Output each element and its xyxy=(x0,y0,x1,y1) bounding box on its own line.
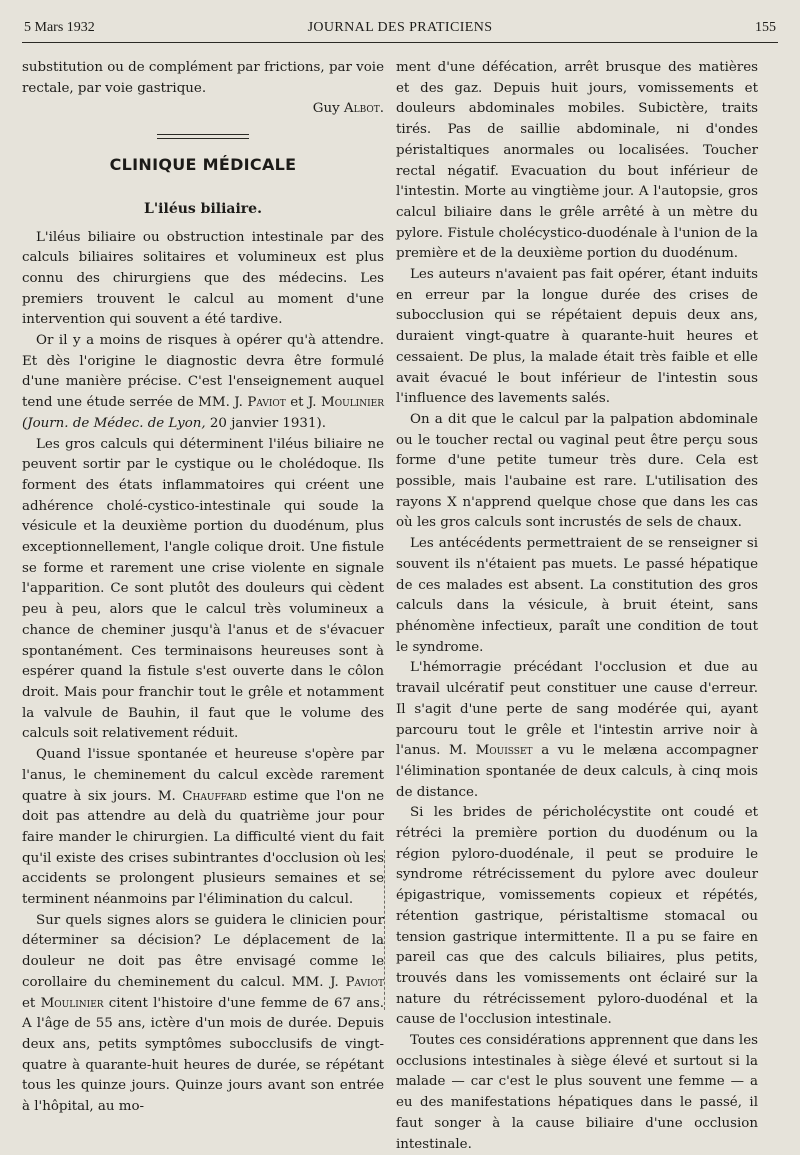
text-run: et J. xyxy=(290,395,317,411)
left-column xyxy=(22,58,384,1118)
section-heading: CLINIQUE MÉDICALE xyxy=(109,155,297,175)
paragraph xyxy=(22,331,384,435)
text-run: et xyxy=(22,995,36,1011)
issue-date: 5 Mars 1932 xyxy=(24,20,95,35)
paragraph: Toutes ces considérations apprennent que dans les occlusions intestinales à siège élevé et surtout si la malade — car c'est le plus souvent une femme — a eu des manifestations hépatiques dans le passé, il faut songer à la cause biliaire d'une occlusion intestinale. xyxy=(396,1033,758,1152)
header-rule xyxy=(22,42,778,43)
section-divider xyxy=(157,134,249,139)
text-run: Sur quels signes alors se guidera le clinicien pour déterminer sa décision? Le déplacement de la douleur ne doit pas être envisagé comme le corollaire du cheminement du calcul. MM. J. xyxy=(22,912,384,990)
author-name: Paviot xyxy=(345,974,384,990)
text-run: citent l'histoire d'une femme de 67 ans. A l'âge de 55 ans, ictère d'un mois de durée. Depuis deux ans, petits symptômes subocclusifs de vingt-quatre à quarante-huit heures de durée, se répétant tous les quinze jours. Quinze jours avant son entrée à l'hôpital, au mo- xyxy=(22,995,385,1115)
text-run: estime que l'on ne doit pas attendre au delà du quatrième jour pour faire mander le chirurgien. La difficulté vient du fait qu'il existe des crises subintrantes d'occlusion où les accidents se prolongent plusieurs semaines et se terminent néanmoins par l'élimination du calcul. xyxy=(22,788,384,908)
column-divider xyxy=(384,850,385,1010)
article-title: L'iléus biliaire. xyxy=(144,200,262,217)
signature-first-name: Guy xyxy=(312,101,340,117)
running-header xyxy=(24,20,776,40)
paragraph xyxy=(396,658,758,803)
page-number: 155 xyxy=(755,20,776,35)
intro-paragraph: substitution ou de complément par frictions, par voie rectale, par voie gastrique. xyxy=(22,60,384,96)
right-column xyxy=(396,58,758,1155)
citation: (Journ. de Médec. de Lyon, xyxy=(22,415,206,431)
text-run: Or il y a moins de risques à opérer qu'à attendre. Et dès l'origine le diagnostic devra être formulé d'une manière précise. C'est l'enseignement auquel tend une étude serrée de MM. J. xyxy=(22,333,384,411)
text-run: 20 janvier 1931). xyxy=(209,415,326,431)
paragraph: On a dit que le calcul par la palpation abdominale ou le toucher rectal ou vaginal peut être perçu sous forme d'une petite tumeur très dure. Cela est possible, mais l'aubaine est rare. L'utilisation des rayons X n'apprend quelque chose que dans les cas où les gros calculs sont incrustés de sels de chaux. xyxy=(396,411,758,531)
author-name: Moulinier xyxy=(321,395,384,411)
journal-title: JOURNAL DES PRATICIENS xyxy=(307,20,493,35)
author-signature xyxy=(22,99,384,120)
paragraph: L'iléus biliaire ou obstruction intestinale par des calculs biliaires solitaires et volumineux est plus connu des chirurgiens que des médecins. Les premiers trouvent le calcul au moment d'une intervention qui souvent a été tardive. xyxy=(22,229,384,328)
author-name: Moulinier xyxy=(40,995,104,1011)
text-run: Quand l'issue spontanée et heureuse s'opère par l'anus, le cheminement du calcul excède rarement quatre à six jours. M. xyxy=(22,747,384,804)
paragraph xyxy=(22,911,384,1118)
text-run: a vu le melæna accompagner l'élimination spontanée de deux calculs, à cinq mois de distance. xyxy=(396,743,758,800)
author-name: Mouisset xyxy=(475,743,533,759)
paragraph: Si les brides de péricholécystite ont coudé et rétréci la première portion du duodénum ou la région pyloro-duodénale, il peut se produire le syndrome rétrécissement du pylore avec douleur épigastrique, vomissements copieux et répétés, rétention gastrique, péristaltisme stomacal ou tension gastrique intermittente. Il a pu se faire en pareil cas que des calculs biliaires, plus petits, trouvés dans les vomissements ont éclairé sur la nature du rétrécissement pyloro-duodénal et la cause de l'occlusion intestinale. xyxy=(396,805,758,1028)
author-name: Paviot xyxy=(247,395,286,411)
paragraph: Les antécédents permettraient de se renseigner si souvent ils n'étaient pas muets. Le passé hépatique de ces malades est absent. La constitution des gros calculs dans la vésicule, à bruit éteint, sans phénomène infectieux, paraît une condition de tout le syndrome. xyxy=(396,536,758,655)
text-run: L'hémorragie précédant l'occlusion et due au travail ulcératif peut constituer une cause d'erreur. Il s'agit d'une perte de sang modérée qui, ayant parcouru tout le grêle et l'intestin arrive noir à l'anus. M. xyxy=(396,660,758,759)
paragraph: ment d'une défécation, arrêt brusque des matières et des gaz. Depuis huit jours, vomissements et douleurs abdominales mobiles. Subictère, traits tirés. Pas de saillie abdominale, ni d'ondes péristaltiques anormales ou localisées. Toucher rectal négatif. Evacuation du bout inférieur de l'intestin. Morte au vingtième jour. A l'autopsie, gros calcul biliaire dans le grêle arrêté à un mètre du pylore. Fistule cholécystico-duodénale à l'union de la première et de la deuxième portion du duodénum. xyxy=(396,60,758,262)
paragraph xyxy=(22,745,384,911)
paragraph: Les auteurs n'avaient pas fait opérer, étant induits en erreur par la longue durée des crises de subocclusion qui se répétaient depuis deux ans, duraient vingt-quatre à quarante-huit heures et cessaient. De plus, la malade était très faible et elle avait évacué le bout inférieur de l'intestin sous l'influence des lavements salés. xyxy=(396,267,758,407)
paragraph: Les gros calculs qui déterminent l'iléus biliaire ne peuvent sortir par le cystique ou le cholédoque. Ils forment des états inflammatoires qui créent une adhérence cholé-cystico-intestinale qui soude la vésicule et la deuxième portion du duodénum, plus exceptionnellement, l'angle colique droit. Une fistule se forme et rarement une crise violente en signale l'apparition. Ce sont plutôt des douleurs qui cèdent peu à peu, alors que le calcul très volumineux a chance de cheminer jusqu'à l'anus et de s'évacuer spontanément. Ces terminaisons heureuses sont à espérer quand la fistule s'est ouverte dans le côlon droit. Mais pour franchir tout le grêle et notamment la valvule de Bauhin, il faut que le volume des calculs soit relativement réduit. xyxy=(22,436,384,742)
signature-last-name: Albot. xyxy=(343,101,384,117)
author-name: Chauffard xyxy=(182,788,247,804)
